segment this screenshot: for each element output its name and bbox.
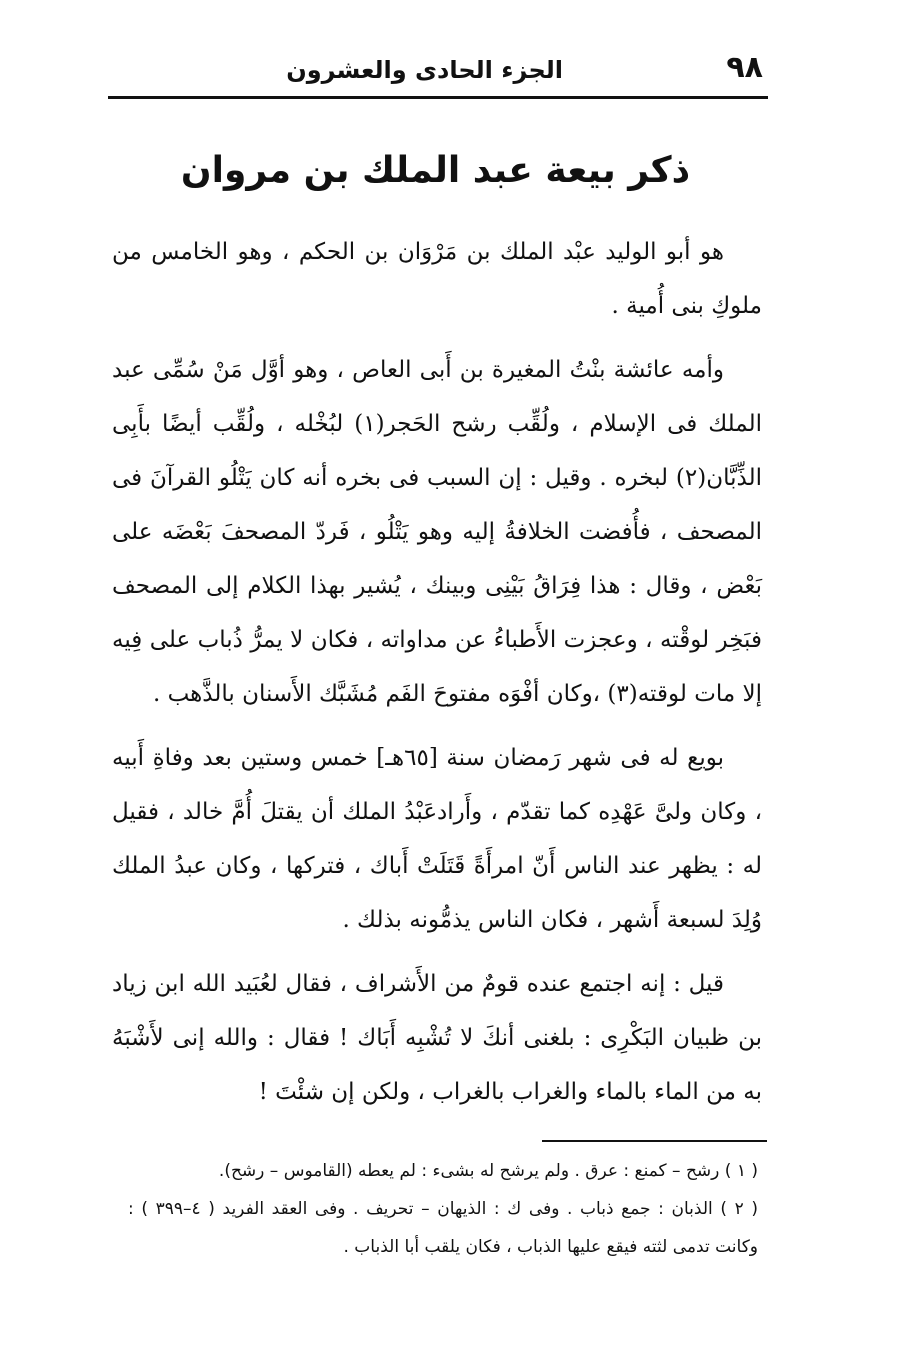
header-rule (108, 96, 768, 99)
body-text (112, 225, 762, 1129)
footnotes (128, 1152, 758, 1266)
paragraph: هو أبو الوليد عبْد الملك بن مَرْوَان بن الحكم ، وهو الخامس من ملوكِ بنى أُمية . (112, 239, 762, 319)
paragraph: وأمه عائشة بنْتُ المغيرة بن أَبى العاص ، وهو أوَّل مَنْ سُمِّى عبد الملك فى الإسلام ، ولُقِّب رشح الحَجر(١) لبُخْله ، ولُقِّب أيضًا بأَبِى الذِّبَّان(٢) لبخره . وقيل : إن السبب فى بخره أنه كان يَتْلُو القرآنَ فى المصحف ، فأُفضت الخلافةُ إليه وهو يَتْلُو ، فَردّ المصحفَ بَعْضَه على بَعْض ، وقال : هذا فِرَاقُ بَيْنِى وبينك ، يُشير بهذا الكلام إلى المصحف فبَخِر لوقْته ، وعجزت الأَطباءُ عن مداواته ، فكان لا يمرُّ ذُباب على فِيه إلا مات لوقته(٣) ،وكان أفْوَه مفتوحَ الفَم مُشَبَّك الأَسنان بالذَّهب . (112, 357, 762, 707)
page-number: ٩٨ (726, 50, 763, 85)
running-title: الجزء الحادى والعشرون (286, 56, 563, 84)
paragraph: بويع له فى شهر رَمضان سنة [٦٥هـ] خمس وستين بعد وفاةِ أَبيه ، وكان ولىَّ عَهْدِه كما تقدّم ، وأَرادعَبْدُ الملك أن يقتلَ أُمَّ خالد ، فقيل له : يظهر عند الناس أَنّ امرأَةً قَتَلَتْ أَباك ، فتركها ، وكان عبدُ الملك وُلِدَ لسبعة أَشهر ، فكان الناس يذمُّونه بذلك . (112, 745, 762, 933)
footnote-2: ( ٢ ) الذبان : جمع ذباب . وفى ك : الذيهان – تحريف . وفى العقد الفريد ( ٤–٣٩٩ ) : وكانت تدمى لثته فيقع عليها الذباب ، فكان يلقب أبا الذباب . (128, 1199, 759, 1257)
chapter-title: ذكر بيعة عبد الملك بن مروان (180, 150, 691, 191)
footnote-rule (542, 1140, 767, 1142)
paragraph: قيل : إنه اجتمع عنده قومٌ من الأَشراف ، فقال لعُبَيد الله ابن زياد بن ظبيان البَكْرِى : بلغنى أنكَ لا تُشْبِه أَبَاك ! فقال : والله إنى لأَشْبَهُ به من الماء بالماء والغراب بالغراب ، ولكن إن شئْتَ ! (112, 971, 762, 1105)
footnote-1: ( ١ ) رشح – كمنع : عرق . ولم يرشح له بشىء : لم يعطه (القاموس – رشح). (218, 1161, 758, 1181)
page-header (108, 50, 763, 90)
